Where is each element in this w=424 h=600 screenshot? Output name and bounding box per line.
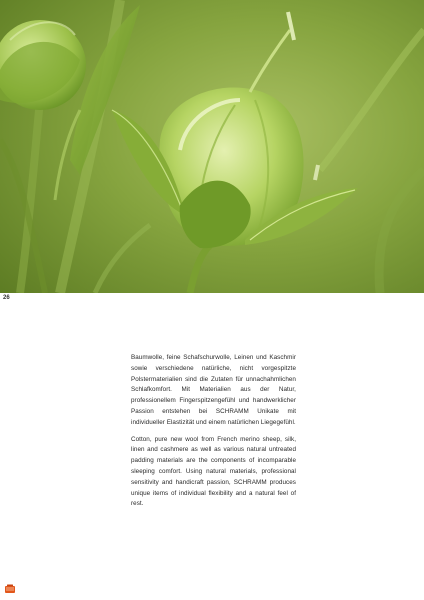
flax-bud-photo bbox=[0, 0, 424, 293]
brand-logo-icon bbox=[4, 582, 16, 594]
paragraph-german: Baumwolle, feine Schafschurwolle, Leinen und Kaschmir sowie verschiedene natürliche, nicht vorgespitzte Polstermaterialien sind die Zutaten für unnachahmlichen Schlafkomfort. Mit Materialien aus der Natur, professionellem Fingerspitzengefühl und handwerklicher Passion entstehen bei SCHRAMM Unikate mit individueller Elastizität und einem natürlichen Liegegefühl. bbox=[131, 354, 296, 426]
page-number: 26 bbox=[3, 295, 10, 301]
body-text bbox=[131, 353, 296, 510]
paragraph-english: Cotton, pure new wool from French merino sheep, silk, linen and cashmere as well as various natural untreated padding materials are the components of incomparable sleeping comfort. Using natural materials, professional sensitivity and handicraft passion, SCHRAMM produces unique items of individual flexibility and a natural feel of rest. bbox=[131, 435, 296, 508]
photo-illustration bbox=[0, 0, 424, 293]
